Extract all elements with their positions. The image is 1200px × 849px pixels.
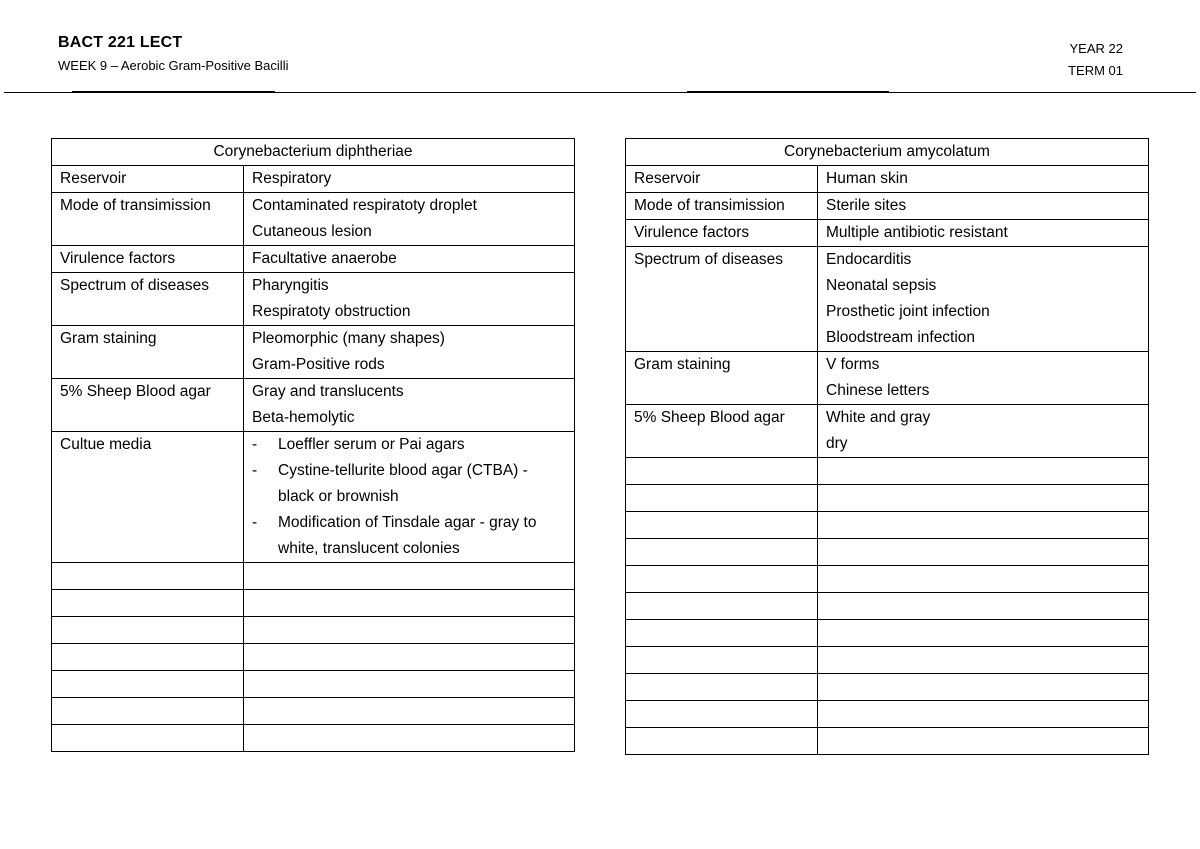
table-title-row [52, 139, 575, 166]
empty-cell [818, 674, 1149, 701]
value-line: Chinese letters [826, 382, 930, 399]
culture-media-list [252, 432, 566, 562]
empty-cell [818, 458, 1149, 485]
list-item: - Cystine-tellurite blood agar (CTBA) - black or brownish [252, 458, 566, 510]
course-title: BACT 221 LECT [58, 34, 183, 51]
empty-row [626, 728, 1149, 755]
row-value [244, 193, 575, 246]
year-label: YEAR 22 [1069, 41, 1123, 56]
value-line: Bloodstream infection [826, 329, 976, 346]
row-label: Gram staining [52, 326, 244, 379]
value-line: Contaminated respiratoty droplet [252, 197, 477, 214]
value-line: Gray and translucents [252, 383, 404, 400]
empty-row [626, 539, 1149, 566]
amycolatum-table [625, 138, 1149, 755]
table-row [52, 246, 575, 273]
row-value [244, 273, 575, 326]
empty-cell [818, 647, 1149, 674]
value-line: White and gray [826, 409, 931, 426]
empty-row [52, 725, 575, 752]
empty-cell [52, 644, 244, 671]
table-row [52, 326, 575, 379]
value-line: Beta-hemolytic [252, 409, 355, 426]
empty-cell [818, 593, 1149, 620]
empty-cell [626, 566, 818, 593]
header-divider-accent-right [687, 91, 889, 93]
table-row [626, 193, 1149, 220]
empty-cell [52, 725, 244, 752]
empty-row [52, 590, 575, 617]
table-title-row [626, 139, 1149, 166]
row-value [818, 247, 1149, 352]
row-label: Spectrum of diseases [626, 247, 818, 352]
row-value [818, 220, 1149, 247]
diphtheriae-table [51, 138, 575, 752]
week-subtitle: WEEK 9 – Aerobic Gram-Positive Bacilli [58, 58, 289, 73]
empty-row [626, 485, 1149, 512]
empty-cell [244, 617, 575, 644]
row-value [818, 405, 1149, 458]
empty-cell [52, 590, 244, 617]
empty-cell [626, 620, 818, 647]
empty-row [52, 644, 575, 671]
empty-cell [52, 563, 244, 590]
empty-row [626, 512, 1149, 539]
value-line: Sterile sites [826, 197, 907, 214]
table-row [52, 193, 575, 246]
table-title: Corynebacterium amycolatum [626, 139, 1149, 166]
value-line: Multiple antibiotic resistant [826, 224, 1008, 241]
row-label: Reservoir [626, 166, 818, 193]
empty-row [52, 617, 575, 644]
value-line: Neonatal sepsis [826, 277, 937, 294]
empty-row [52, 698, 575, 725]
empty-cell [244, 671, 575, 698]
empty-row [626, 566, 1149, 593]
table-row [52, 432, 575, 563]
empty-cell [626, 701, 818, 728]
row-label: Mode of transimission [52, 193, 244, 246]
list-item: - Loeffler serum or Pai agars [252, 432, 566, 458]
table-row [626, 352, 1149, 405]
empty-row [52, 671, 575, 698]
table-row [626, 247, 1149, 352]
empty-row [52, 563, 575, 590]
row-value [818, 352, 1149, 405]
row-label: 5% Sheep Blood agar [626, 405, 818, 458]
empty-row [626, 647, 1149, 674]
row-label: Virulence factors [626, 220, 818, 247]
empty-row [626, 674, 1149, 701]
value-line: V forms [826, 356, 880, 373]
row-label: Reservoir [52, 166, 244, 193]
empty-cell [626, 593, 818, 620]
row-value [818, 166, 1149, 193]
row-label: Cultue media [52, 432, 244, 563]
empty-cell [626, 674, 818, 701]
value-line: Gram-Positive rods [252, 356, 385, 373]
empty-cell [626, 647, 818, 674]
empty-cell [818, 566, 1149, 593]
value-line: Pharyngitis [252, 277, 329, 294]
table-row [52, 166, 575, 193]
empty-cell [818, 512, 1149, 539]
empty-cell [52, 617, 244, 644]
table-row [626, 405, 1149, 458]
empty-row [626, 620, 1149, 647]
empty-cell [244, 563, 575, 590]
row-value [244, 379, 575, 432]
list-item: - Modification of Tinsdale agar - gray to white, translucent colonies [252, 510, 566, 562]
empty-cell [626, 485, 818, 512]
row-label: 5% Sheep Blood agar [52, 379, 244, 432]
empty-cell [626, 458, 818, 485]
row-value [244, 432, 575, 563]
value-line: Pleomorphic (many shapes) [252, 330, 445, 347]
empty-row [626, 458, 1149, 485]
row-label: Virulence factors [52, 246, 244, 273]
empty-row [626, 701, 1149, 728]
value-line: Prosthetic joint infection [826, 303, 990, 320]
row-value [818, 193, 1149, 220]
empty-cell [818, 728, 1149, 755]
empty-cell [52, 671, 244, 698]
empty-cell [818, 620, 1149, 647]
empty-cell [626, 512, 818, 539]
empty-cell [244, 698, 575, 725]
header-divider-accent-left [72, 91, 275, 93]
table-row [52, 273, 575, 326]
empty-cell [626, 728, 818, 755]
value-line: Endocarditis [826, 251, 912, 268]
empty-cell [244, 725, 575, 752]
row-label: Gram staining [626, 352, 818, 405]
row-value [244, 166, 575, 193]
value-line: Respiratoty obstruction [252, 303, 411, 320]
empty-cell [244, 590, 575, 617]
table-row [52, 379, 575, 432]
row-value [244, 326, 575, 379]
value-line: Facultative anaerobe [252, 250, 397, 267]
table-row [626, 166, 1149, 193]
term-label: TERM 01 [1068, 63, 1123, 78]
value-line: Human skin [826, 170, 908, 187]
table-row [626, 220, 1149, 247]
empty-row [626, 593, 1149, 620]
empty-cell [818, 701, 1149, 728]
table-title: Corynebacterium diphtheriae [52, 139, 575, 166]
row-label: Mode of transimission [626, 193, 818, 220]
row-label: Spectrum of diseases [52, 273, 244, 326]
empty-cell [626, 539, 818, 566]
row-value [244, 246, 575, 273]
empty-cell [244, 644, 575, 671]
value-line: Respiratory [252, 170, 332, 187]
empty-cell [818, 485, 1149, 512]
value-line: dry [826, 435, 848, 452]
empty-cell [52, 698, 244, 725]
value-line: Cutaneous lesion [252, 223, 372, 240]
empty-cell [818, 539, 1149, 566]
